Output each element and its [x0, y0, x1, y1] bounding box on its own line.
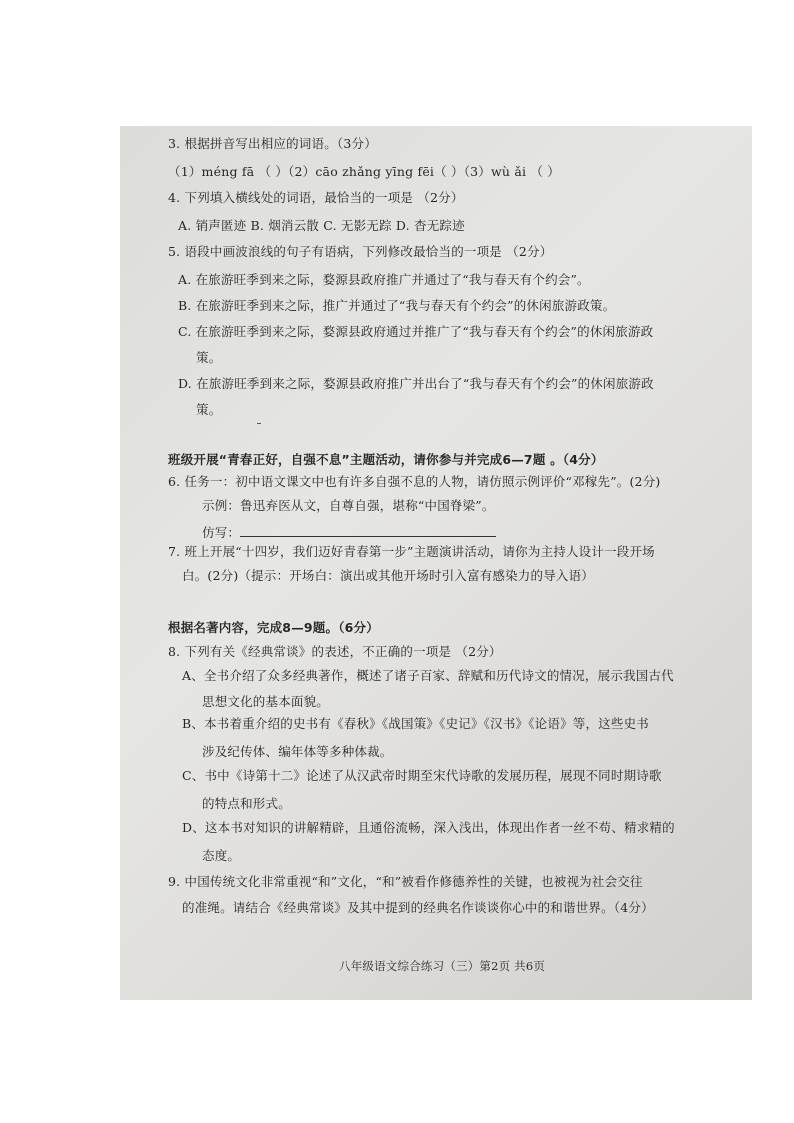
text-line-sec1: [168, 452, 604, 468]
line-text: 3. 根据拼音写出相应的词语。（3分）: [168, 136, 377, 151]
line-text: D. 在旅游旺季到来之际，婺源县政府推广并出台了“我与春天有个约会”的休闲旅游政: [178, 376, 654, 391]
line-text: 仿写：: [202, 525, 241, 540]
text-line-q8: [168, 644, 502, 660]
text-line-q6ex: [202, 498, 495, 514]
text-line-q8a2: [202, 694, 329, 710]
text-line-q8d1: [182, 820, 675, 836]
text-line-q8c1: [182, 768, 662, 784]
line-text: 根据名著内容，完成8—9题。（6分）: [168, 620, 379, 635]
line-text: C、书中《诗第十二》论述了从汉武帝时期至宋代诗歌的发展历程，展现不同时期诗歌: [182, 768, 662, 783]
text-line-q8b2: [202, 744, 393, 760]
line-text: B. 在旅游旺季到来之际，推广并通过了“我与春天有个约会”的休闲旅游政策。: [178, 298, 616, 313]
line-text: 5. 语段中画波浪线的句子有语病，下列修改最恰当的一项是 （2分）: [168, 244, 553, 259]
text-line-q9b: [182, 900, 654, 916]
line-text: 4. 下列填入横线处的词语，最恰当的一项是 （2分）: [168, 190, 464, 205]
text-line-q8c2: [202, 796, 291, 812]
text-line-q8a1: [182, 668, 674, 684]
text-line-q5a: [178, 272, 590, 288]
text-line-q5b: [178, 298, 615, 314]
line-text: 思想文化的基本面貌。: [202, 694, 330, 709]
text-line-q5: [168, 244, 552, 260]
line-text: C. 在旅游旺季到来之际，婺源县政府通过并推广了“我与春天有个约会”的休闲旅游政: [178, 324, 654, 339]
scanned-exam-page: [120, 126, 752, 1000]
line-text: 策。: [196, 350, 222, 365]
line-text: 6. 任务一：初中语文课文中也有许多自强不息的人物，请仿照示例评价“邓稼先”。(2分): [168, 474, 661, 489]
line-text: A. 销声匿迹 B. 烟消云散 C. 无影无踪 D. 杳无踪迹: [178, 218, 465, 233]
text-line-q7a: [168, 544, 655, 560]
line-text: 班级开展“青春正好，自强不息”主题活动，请你参与并完成6—7题 。（4分）: [168, 452, 604, 467]
text-line-q8b1: [182, 716, 649, 732]
line-text: A、全书介绍了众多经典著作，概述了诸子百家、辞赋和历代诗文的情况，展示我国古代: [182, 668, 674, 683]
line-text: （1）méng fā （ ）（2）cāo zhǎng yīng fēi（ ）（3）wù ǎi （ ）: [168, 164, 560, 179]
text-line-q5c2: [196, 350, 221, 366]
text-line-q5d1: [178, 376, 654, 392]
text-line-q6: [168, 474, 661, 490]
line-text: 白。(2分)（提示：开场白：演出或其他开场时引入富有感染力的导入语）: [182, 568, 595, 583]
text-line-q8d2: [202, 848, 240, 864]
text-line-q4: [168, 190, 464, 206]
text-line-q4opt: [178, 218, 465, 234]
text-line-q3a: [168, 164, 560, 180]
line-text: 涉及纪传体、编年体等多种体裁。: [202, 744, 393, 759]
line-text: B、本书着重介绍的史书有《春秋》《战国策》《史记》《汉书》《论语》等，这些史书: [182, 716, 649, 731]
text-line-q9a: [168, 874, 643, 890]
text-line-q6fx: [202, 524, 496, 541]
stray-mark: [257, 423, 261, 424]
answer-blank[interactable]: [240, 524, 496, 537]
line-text: 态度。: [202, 848, 241, 863]
text-line-sec2: [168, 620, 379, 636]
text-line-q5c1: [178, 324, 653, 340]
page-footer: 八年级语文综合练习（三）第2页 共6页: [339, 959, 546, 973]
text-line-q7b: [182, 568, 594, 584]
line-text: 示例：鲁迅弃医从文，自尊自强，堪称“中国脊梁”。: [202, 498, 495, 513]
line-text: 8. 下列有关《经典常谈》的表述，不正确的一项是 （2分）: [168, 644, 502, 659]
text-line-q5d2: [196, 402, 221, 418]
text-line-q3: [168, 136, 377, 152]
line-text: 策。: [196, 402, 222, 417]
line-text: A. 在旅游旺季到来之际，婺源县政府推广并通过了“我与春天有个约会”。: [178, 272, 590, 287]
line-text: D、这本书对知识的讲解精辟，且通俗流畅，深入浅出，体现出作者一丝不苟、精求精的: [182, 820, 675, 835]
line-text: 7. 班上开展“十四岁，我们迈好青春第一步”主题演讲活动，请你为主持人设计一段开场: [168, 544, 655, 559]
line-text: 的特点和形式。: [202, 796, 291, 811]
line-text: 9. 中国传统文化非常重视“和”文化，“和”被看作修德养性的关键，也被视为社会交往: [168, 874, 643, 889]
line-text: 的准绳。请结合《经典常谈》及其中提到的经典名作谈谈你心中的和谐世界。（4分）: [182, 900, 654, 915]
